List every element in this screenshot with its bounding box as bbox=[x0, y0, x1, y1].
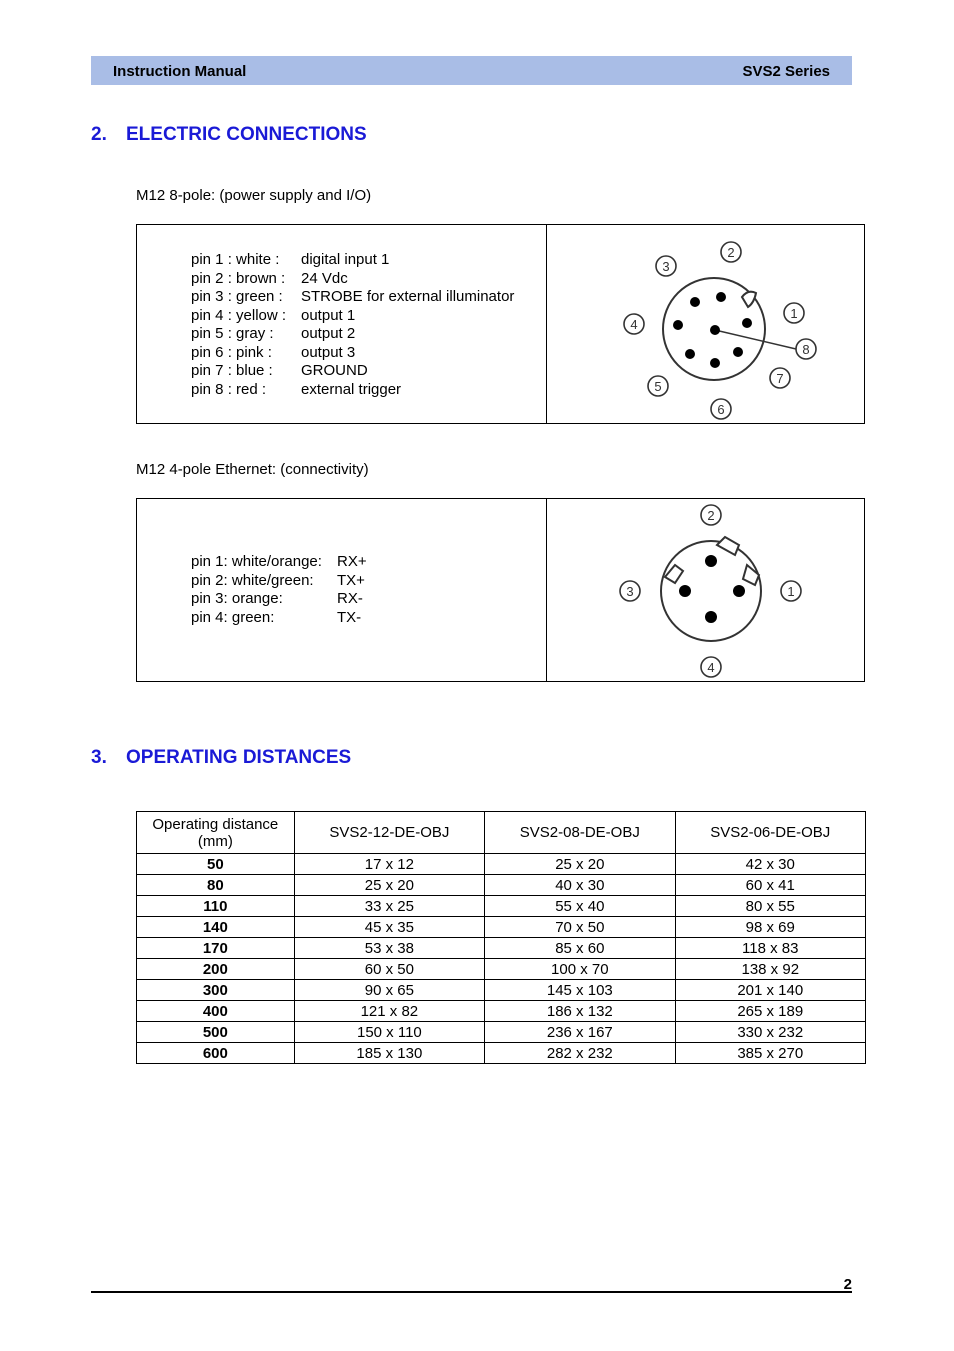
page-header bbox=[91, 56, 852, 85]
distance-cell: 140 bbox=[137, 917, 295, 938]
table-row bbox=[137, 1001, 866, 1022]
svg-text:7: 7 bbox=[776, 371, 784, 386]
svg-text:1: 1 bbox=[790, 306, 798, 321]
distance-cell: 600 bbox=[137, 1043, 295, 1064]
header-doc-type: Instruction Manual bbox=[113, 63, 247, 80]
section-title-electric-connections bbox=[91, 124, 367, 146]
pin-signal: RX+ bbox=[337, 553, 367, 570]
footer-rule bbox=[91, 1291, 852, 1293]
distance-cell: 170 bbox=[137, 938, 295, 959]
field-of-view-cell: 60 x 50 bbox=[294, 959, 484, 980]
pin-signal: output 2 bbox=[301, 325, 356, 342]
field-of-view-cell: 42 x 30 bbox=[675, 854, 865, 875]
header-svs2-08: SVS2-08-DE-OBJ bbox=[485, 812, 675, 854]
distance-cell: 400 bbox=[137, 1001, 295, 1022]
pin-signal: output 1 bbox=[301, 306, 356, 324]
pin-label-1 bbox=[781, 581, 801, 601]
field-of-view-cell: 17 x 12 bbox=[294, 854, 484, 875]
m12-8pole-caption: M12 8-pole: (power supply and I/O) bbox=[136, 187, 372, 204]
field-of-view-cell: 330 x 232 bbox=[675, 1022, 865, 1043]
pin-name: pin 4: green: bbox=[191, 608, 275, 626]
box-divider bbox=[546, 499, 547, 681]
field-of-view-cell: 145 x 103 bbox=[485, 980, 675, 1001]
field-of-view-cell: 25 x 20 bbox=[485, 854, 675, 875]
m12-8pole-connector-diagram bbox=[623, 237, 823, 421]
pin-label-2 bbox=[721, 242, 741, 262]
field-of-view-cell: 118 x 83 bbox=[675, 938, 865, 959]
pin-label-6 bbox=[711, 399, 731, 419]
section-number: 2. bbox=[91, 124, 107, 145]
pin-row bbox=[191, 553, 367, 572]
table-row bbox=[137, 938, 866, 959]
pin-signal: output 3 bbox=[301, 343, 356, 361]
pin-label-2 bbox=[701, 505, 721, 525]
table-row bbox=[137, 1022, 866, 1043]
svg-text:5: 5 bbox=[654, 379, 662, 394]
table-row bbox=[137, 1043, 866, 1064]
pin-signal: TX- bbox=[337, 608, 362, 626]
section-title-operating-distances bbox=[91, 747, 351, 769]
operating-distances-table bbox=[136, 811, 866, 1064]
field-of-view-cell: 98 x 69 bbox=[675, 917, 865, 938]
distance-cell: 110 bbox=[137, 896, 295, 917]
pin-label-5 bbox=[648, 376, 668, 396]
page-number: 2 bbox=[843, 1276, 852, 1293]
field-of-view-cell: 55 x 40 bbox=[485, 896, 675, 917]
svg-text:3: 3 bbox=[662, 259, 670, 274]
pin-signal: STROBE for external illuminator bbox=[301, 288, 515, 305]
m12-4pole-caption: M12 4-pole Ethernet: (connectivity) bbox=[136, 461, 369, 478]
table-row bbox=[137, 854, 866, 875]
distance-cell: 80 bbox=[137, 875, 295, 896]
field-of-view-cell: 33 x 25 bbox=[294, 896, 484, 917]
field-of-view-cell: 80 x 55 bbox=[675, 896, 865, 917]
pin-name: pin 5 : gray : bbox=[191, 325, 274, 342]
pin-row bbox=[191, 381, 514, 400]
m12-4pole-box bbox=[136, 498, 865, 682]
connector-key-notch bbox=[743, 565, 759, 585]
field-of-view-cell: 25 x 20 bbox=[294, 875, 484, 896]
pin-label-3 bbox=[620, 581, 640, 601]
pin8-leader-line bbox=[715, 330, 796, 349]
pin-label-7 bbox=[770, 368, 790, 388]
section-heading: ELECTRIC CONNECTIONS bbox=[126, 124, 367, 145]
svg-text:2: 2 bbox=[727, 245, 735, 260]
pin-row bbox=[191, 270, 514, 289]
pin-name: pin 3: orange: bbox=[191, 590, 283, 607]
distance-cell: 200 bbox=[137, 959, 295, 980]
pin-row bbox=[191, 572, 367, 591]
field-of-view-cell: 90 x 65 bbox=[294, 980, 484, 1001]
pin-name: pin 1 : white : bbox=[191, 251, 280, 268]
field-of-view-cell: 282 x 232 bbox=[485, 1043, 675, 1064]
m12-8pole-pin-list bbox=[191, 251, 514, 399]
field-of-view-cell: 121 x 82 bbox=[294, 1001, 484, 1022]
pin-row bbox=[191, 590, 367, 609]
pin-name: pin 4 : yellow : bbox=[191, 306, 287, 324]
header-svs2-06: SVS2-06-DE-OBJ bbox=[675, 812, 865, 854]
pin-row bbox=[191, 307, 514, 326]
table-row bbox=[137, 917, 866, 938]
field-of-view-cell: 60 x 41 bbox=[675, 875, 865, 896]
pin-signal: RX- bbox=[337, 590, 363, 607]
pin-signal: GROUND bbox=[301, 362, 368, 379]
pin-signal: TX+ bbox=[337, 571, 365, 589]
pin-label-4 bbox=[701, 657, 721, 677]
m12-4pole-connector-diagram bbox=[607, 503, 807, 679]
pin-name: pin 8 : red : bbox=[191, 380, 267, 398]
distance-cell: 300 bbox=[137, 980, 295, 1001]
field-of-view-cell: 85 x 60 bbox=[485, 938, 675, 959]
svg-text:6: 6 bbox=[717, 402, 725, 417]
svg-text:8: 8 bbox=[802, 342, 810, 357]
pin-name: pin 1: white/orange: bbox=[191, 553, 322, 570]
pin-signal: 24 Vdc bbox=[301, 269, 348, 287]
field-of-view-cell: 236 x 167 bbox=[485, 1022, 675, 1043]
field-of-view-cell: 138 x 92 bbox=[675, 959, 865, 980]
svg-text:4: 4 bbox=[630, 317, 638, 332]
svg-text:3: 3 bbox=[626, 584, 634, 599]
pin-signal: digital input 1 bbox=[301, 251, 390, 268]
box-divider bbox=[546, 225, 547, 423]
pin-name: pin 7 : blue : bbox=[191, 362, 273, 379]
field-of-view-cell: 70 x 50 bbox=[485, 917, 675, 938]
pin-label-4 bbox=[624, 314, 644, 334]
distance-cell: 500 bbox=[137, 1022, 295, 1043]
field-of-view-cell: 265 x 189 bbox=[675, 1001, 865, 1022]
field-of-view-cell: 100 x 70 bbox=[485, 959, 675, 980]
pin-label-8 bbox=[796, 339, 816, 359]
connector-key-notch bbox=[717, 537, 739, 555]
section-heading: OPERATING DISTANCES bbox=[126, 747, 352, 768]
pin-row bbox=[191, 609, 367, 628]
table-row bbox=[137, 959, 866, 980]
pin-name: pin 2: white/green: bbox=[191, 571, 314, 589]
field-of-view-cell: 385 x 270 bbox=[675, 1043, 865, 1064]
header-operating-distance: Operating distance (mm) bbox=[137, 812, 295, 854]
field-of-view-cell: 53 x 38 bbox=[294, 938, 484, 959]
pin-row bbox=[191, 251, 514, 270]
m12-8pole-box bbox=[136, 224, 865, 424]
field-of-view-cell: 40 x 30 bbox=[485, 875, 675, 896]
pin-signal: external trigger bbox=[301, 380, 402, 398]
pin-name: pin 6 : pink : bbox=[191, 343, 272, 361]
pin-row bbox=[191, 288, 514, 307]
field-of-view-cell: 185 x 130 bbox=[294, 1043, 484, 1064]
connector-key-notch bbox=[742, 292, 756, 307]
pin-row bbox=[191, 325, 514, 344]
pin-label-3 bbox=[656, 256, 676, 276]
pin-name: pin 2 : brown : bbox=[191, 269, 286, 287]
header-svs2-12: SVS2-12-DE-OBJ bbox=[294, 812, 484, 854]
table-row bbox=[137, 875, 866, 896]
header-series: SVS2 Series bbox=[742, 63, 830, 80]
pin-row bbox=[191, 362, 514, 381]
svg-text:4: 4 bbox=[707, 660, 715, 675]
pin-row bbox=[191, 344, 514, 363]
svg-text:2: 2 bbox=[707, 508, 715, 523]
table-row bbox=[137, 896, 866, 917]
pin-label-1 bbox=[784, 303, 804, 323]
svg-text:1: 1 bbox=[787, 584, 795, 599]
field-of-view-cell: 201 x 140 bbox=[675, 980, 865, 1001]
table-row bbox=[137, 980, 866, 1001]
section-number: 3. bbox=[91, 747, 107, 768]
field-of-view-cell: 45 x 35 bbox=[294, 917, 484, 938]
table-header-row bbox=[137, 812, 866, 854]
pin-name: pin 3 : green : bbox=[191, 288, 283, 305]
m12-4pole-pin-list bbox=[191, 553, 367, 627]
distance-cell: 50 bbox=[137, 854, 295, 875]
field-of-view-cell: 150 x 110 bbox=[294, 1022, 484, 1043]
field-of-view-cell: 186 x 132 bbox=[485, 1001, 675, 1022]
